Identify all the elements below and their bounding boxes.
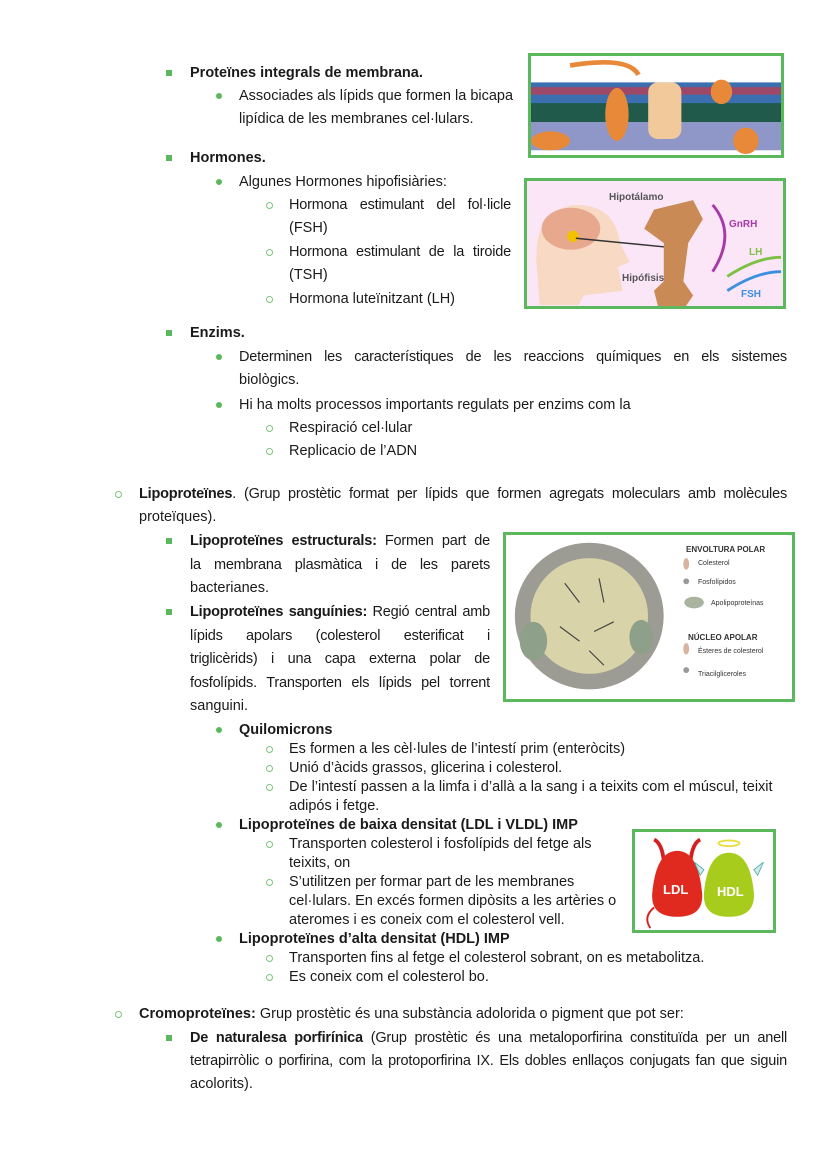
text-line: Lipoproteïnes sanguínies: Regió central amb	[190, 604, 490, 620]
text-line: tetrapirròlic o porfirina, com la protoporfirina IX. Els dobles enllaços conjugats fan que siguin	[190, 1053, 787, 1069]
label-triacilgliceroles: Triacilgliceroles	[698, 671, 746, 678]
label-hipotalamo: Hipotálamo	[609, 192, 664, 203]
text-line: triglicèrids) i una capa externa polar de	[190, 651, 490, 667]
square-bullet-icon	[166, 330, 172, 336]
circle-bullet-icon	[266, 974, 273, 981]
list-item: Unió d’àcids grassos, glicerina i colesterol.	[289, 760, 563, 776]
text-line: fosfolípids. Transporten els lípids pel torrent	[190, 675, 490, 691]
label-apolipoproteinas: Apolipoproteínas	[711, 600, 764, 607]
list-item: Respiració cel·lular	[289, 420, 413, 436]
circle-bullet-icon	[266, 841, 273, 848]
circle-bullet-icon	[266, 202, 273, 209]
list-item: (FSH)	[289, 220, 328, 236]
text-line: De naturalesa porfirínica (Grup prostètic és una metaloporfirina constituïda per un anell	[190, 1030, 787, 1046]
label-hipofisis: Hipófisis	[622, 273, 665, 284]
circle-bullet-icon	[115, 1011, 122, 1018]
circle-bullet-icon	[266, 425, 273, 432]
list-item: ateromes i es coneix com el colesterol vell.	[289, 912, 565, 928]
label-envoltura-polar: ENVOLTURA POLAR	[686, 545, 766, 554]
heading-hormones: Hormones.	[190, 150, 266, 166]
dot-bullet-icon	[216, 936, 222, 942]
dot-bullet-icon	[216, 822, 222, 828]
circle-bullet-icon	[266, 879, 273, 886]
dot-bullet-icon	[216, 402, 222, 408]
heading-integral-proteins: Proteïnes integrals de membrana.	[190, 65, 423, 81]
heading-lipoproteines: Lipoproteïnes. (Grup prostètic format per lípids que formen agregats moleculars amb molècules	[139, 486, 787, 502]
circle-bullet-icon	[266, 746, 273, 753]
lipoprotein-figure	[503, 532, 795, 702]
list-item: Es coneix com el colesterol bo.	[289, 969, 489, 985]
circle-bullet-icon	[266, 296, 273, 303]
square-bullet-icon	[166, 1035, 172, 1041]
circle-bullet-icon	[266, 249, 273, 256]
text-line: Determinen les característiques de les reaccions químiques en els sistemes	[239, 349, 787, 365]
list-item: Hormona luteïnitzant (LH)	[289, 291, 456, 307]
dot-bullet-icon	[216, 93, 222, 99]
square-bullet-icon	[166, 609, 172, 615]
hypothalamus-figure	[524, 178, 786, 309]
list-item: Transporten colesterol i fosfolípids del fetge als	[289, 836, 592, 852]
square-bullet-icon	[166, 155, 172, 161]
list-item: Replicacio de l’ADN	[289, 443, 418, 459]
text-line: lípids apolars (colesterol esterificat i	[190, 628, 490, 644]
list-item: S’utilitzen per formar part de les membranes	[289, 874, 575, 890]
list-item: adipós i fetge.	[289, 798, 380, 814]
text-line: Algunes Hormones hipofisiàries:	[239, 174, 447, 190]
dot-bullet-icon	[216, 354, 222, 360]
text-line: lipídica de les membranes cel·lulars.	[239, 111, 474, 127]
label-colesterol: Colesterol	[698, 560, 730, 567]
heading-enzims: Enzims.	[190, 325, 245, 341]
label-esteres: Ésteres de colesterol	[698, 648, 764, 655]
text-line: Associades als lípids que formen la bicapa	[239, 88, 514, 104]
text-line: biològics.	[239, 372, 300, 388]
circle-bullet-icon	[266, 955, 273, 962]
circle-bullet-icon	[266, 448, 273, 455]
text-line: acolorits).	[190, 1076, 253, 1092]
list-item: teixits, on	[289, 855, 351, 871]
text-line: proteïques).	[139, 509, 217, 525]
list-item: Hormona estimulant de la tiroide	[289, 244, 511, 260]
text-line: la membrana plasmàtica i de les parets	[190, 557, 490, 573]
list-item: Hormona estimulant del fol·licle	[289, 197, 511, 213]
text-line: bacterianes.	[190, 580, 269, 596]
list-item: Transporten fins al fetge el colesterol sobrant, on es metabolitza.	[289, 950, 705, 966]
dot-bullet-icon	[216, 727, 222, 733]
list-item: De l’intestí passen a la limfa i d’allà a la sang i a teixits com el múscul, teixit	[289, 779, 773, 795]
label-nucleo-apolar: NÚCLEO APOLAR	[688, 633, 758, 642]
list-item: Es formen a les cèl·lules de l’intestí prim (enteròcits)	[289, 741, 626, 757]
heading-quilomicrons: Quilomicrons	[239, 722, 333, 738]
label-lh: LH	[749, 247, 763, 258]
list-item: (TSH)	[289, 267, 328, 283]
ldl-hdl-figure	[632, 829, 776, 933]
label-ldl: LDL	[663, 882, 689, 897]
text-line: Lipoproteïnes estructurals: Formen part de	[190, 533, 490, 549]
circle-bullet-icon	[266, 765, 273, 772]
square-bullet-icon	[166, 70, 172, 76]
membrane-figure	[528, 53, 784, 158]
square-bullet-icon	[166, 538, 172, 544]
list-item: cel·lulars. En excés formen dipòsits a les artèries o	[289, 893, 617, 909]
circle-bullet-icon	[266, 784, 273, 791]
label-fsh: FSH	[741, 289, 761, 300]
heading-hdl: Lipoproteïnes d’alta densitat (HDL) IMP	[239, 931, 510, 947]
label-hdl: HDL	[717, 884, 744, 899]
heading-ldl: Lipoproteïnes de baixa densitat (LDL i VLDL) IMP	[239, 817, 578, 833]
text-line: sanguini.	[190, 698, 249, 714]
heading-cromoproteines: Cromoproteïnes: Grup prostètic és una substància adolorida o pigment que pot ser:	[139, 1006, 684, 1022]
label-fosfolipidos: Fosfolípidos	[698, 579, 736, 586]
dot-bullet-icon	[216, 179, 222, 185]
label-gnrh: GnRH	[729, 219, 758, 230]
text-line: Hi ha molts processos importants regulats per enzims com la	[239, 397, 631, 413]
circle-bullet-icon	[115, 491, 122, 498]
